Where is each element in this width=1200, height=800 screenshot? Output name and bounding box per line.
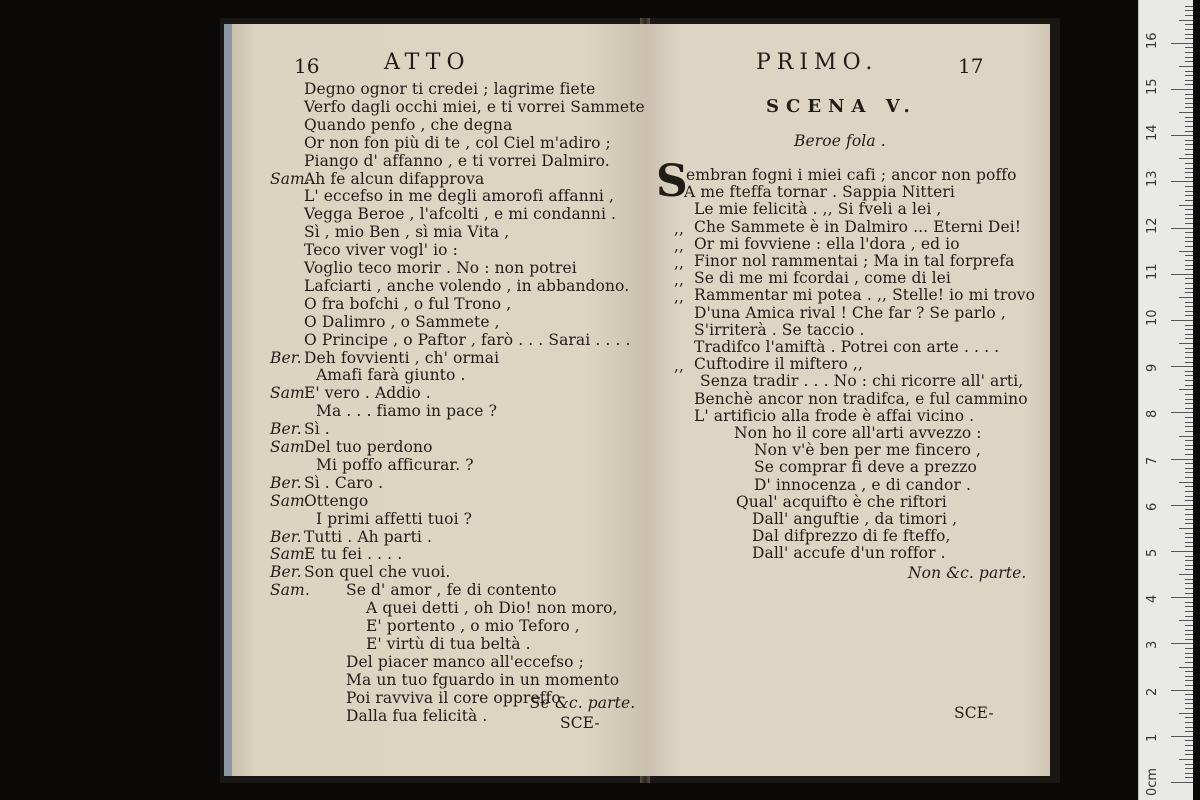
verse-line: Del tuo perdono <box>304 438 433 456</box>
ruler-tick <box>1185 648 1193 649</box>
ruler-number: 4 <box>1145 594 1160 604</box>
ruler-tick <box>1185 269 1193 270</box>
ruler-tick <box>1185 509 1193 510</box>
ruler-tick <box>1185 371 1193 372</box>
ruler-tick <box>1185 537 1193 538</box>
ruler-tick <box>1185 445 1193 446</box>
ruler-number: 11 <box>1145 263 1160 280</box>
verse-line: Non ho il core all'arti avvezzo : <box>734 424 982 442</box>
ruler-tick <box>1185 394 1193 395</box>
ruler-tick <box>1185 625 1193 626</box>
verse-line: Qual' acquifto è che riftori <box>736 492 947 511</box>
ruler-tick <box>1185 126 1193 127</box>
verse-line: Piango d' affanno , e ti vorrei Dalmiro. <box>304 151 610 170</box>
verse-line: S'irriterà . Se taccio . <box>694 320 865 339</box>
verse-line: E' portento , o mio Teforo , <box>366 617 580 635</box>
verse-line: Rammentar mi potea . ,, Stelle! io mi trovo <box>694 286 1036 305</box>
ruler-tick <box>1179 20 1193 21</box>
speaker-label: Ber. <box>270 563 302 582</box>
ruler-tick <box>1185 237 1193 238</box>
ruler-tick <box>1185 699 1193 700</box>
ruler-tick <box>1185 172 1193 173</box>
ruler-tick <box>1185 278 1193 279</box>
quote-mark: ,, <box>674 236 685 255</box>
speaker-label: Sam. <box>270 581 310 600</box>
measurement-ruler <box>1138 0 1193 800</box>
verse-line: Che Sammete è in Dalmiro ... Eterni Dei! <box>694 217 1022 236</box>
ruler-number: 2 <box>1145 687 1160 696</box>
verse-line: Verfo dagli occhi miei, e ti vorrei Sammete <box>304 97 645 116</box>
ruler-tick <box>1179 389 1193 390</box>
verse-line: Ah fe alcun difapprova <box>304 169 485 188</box>
verse-line: Vegga Beroe , l'afcolti , e mi condanni . <box>304 205 617 224</box>
ruler-tick <box>1185 362 1193 363</box>
ruler-tick <box>1179 759 1193 760</box>
verse-line: A quei detti , oh Dio! non moro, <box>366 599 618 618</box>
ruler-tick <box>1185 84 1193 85</box>
ruler-tick <box>1185 399 1193 400</box>
ruler-number: 6 <box>1145 502 1160 511</box>
ruler-tick <box>1171 551 1193 552</box>
ruler-tick <box>1185 265 1193 266</box>
ruler-tick <box>1185 306 1193 307</box>
verse-line: L' eccefso in me degli amorofi affanni , <box>304 187 615 206</box>
verse-line: Cuftodire il miftero ,, <box>694 355 863 374</box>
ruler-tick <box>1185 223 1193 224</box>
ruler-tick <box>1185 560 1193 561</box>
speaker-label: Sam. <box>270 438 310 456</box>
scene-subtitle: Beroe fola . <box>794 132 886 150</box>
verse-line: Tradifco l'amiftà . Potrei con arte . . . . <box>694 338 1000 356</box>
verse-line: Ma . . . fiamo in pace ? <box>316 402 498 421</box>
quote-mark: ,, <box>674 254 685 272</box>
ruler-tick <box>1179 436 1193 437</box>
ruler-tick <box>1185 302 1193 303</box>
speaker-label: Ber. <box>270 527 302 546</box>
verse-line: Ma un tuo fguardo in un momento <box>346 670 620 689</box>
ruler-tick <box>1171 643 1193 644</box>
ruler-tick <box>1185 440 1193 441</box>
ruler-tick <box>1185 177 1193 178</box>
speaker-label: Sam. <box>270 384 310 403</box>
ruler-tick <box>1185 195 1193 196</box>
ruler-tick <box>1185 246 1193 247</box>
ruler-tick <box>1185 408 1193 409</box>
ruler-tick <box>1185 103 1193 104</box>
ruler-tick <box>1179 482 1193 483</box>
ruler-tick <box>1185 680 1193 681</box>
ruler-tick <box>1185 154 1193 155</box>
ruler-tick <box>1185 80 1193 81</box>
open-book <box>220 18 1060 783</box>
ruler-tick <box>1185 764 1193 765</box>
ruler-tick <box>1179 205 1193 206</box>
ruler-tick <box>1185 6 1193 7</box>
verse-line: E' virtù di tua beltà . <box>366 634 531 653</box>
left-catchword: SCE- <box>560 714 600 732</box>
verse-line: Sì , mio Ben , sì mia Vita , <box>304 223 510 242</box>
ruler-tick <box>1185 10 1193 11</box>
right-catchword: SCE- <box>954 704 994 722</box>
ruler-tick <box>1185 606 1193 607</box>
verse-line: O Dalimro , o Sammete , <box>304 312 500 331</box>
ruler-tick <box>1185 334 1193 335</box>
speaker-label: Ber. <box>270 420 302 439</box>
ruler-tick <box>1179 574 1193 575</box>
ruler-tick <box>1185 523 1193 524</box>
verse-line: Sì . Caro . <box>304 473 384 492</box>
ruler-tick <box>1185 634 1193 635</box>
right-exit-note: Non &c. parte. <box>908 564 1027 582</box>
ruler-tick <box>1185 616 1193 617</box>
verse-line: Finor nol rammentai ; Ma in tal forprefa <box>694 252 1015 270</box>
ruler-tick <box>1185 717 1193 718</box>
ruler-tick <box>1185 491 1193 492</box>
verse-line: A me fteffa tornar . Sappia Nitteri <box>684 183 955 202</box>
ruler-tick <box>1185 34 1193 35</box>
ruler-tick <box>1185 546 1193 547</box>
ruler-tick <box>1185 496 1193 497</box>
speaker-label: Ber. <box>270 473 302 492</box>
left-page-number: 16 <box>294 54 320 78</box>
ruler-tick <box>1171 228 1193 229</box>
verse-line: Mi poffo afficurar. ? <box>316 455 474 474</box>
ruler-tick <box>1171 782 1193 783</box>
quote-mark: ,, <box>674 357 685 376</box>
ruler-tick <box>1185 131 1193 132</box>
verse-line: Dall' accufe d'un roffor . <box>752 544 946 563</box>
right-page <box>646 24 1050 776</box>
ruler-tick <box>1185 740 1193 741</box>
verse-line: Deh fovvienti , ch' ormai <box>304 348 500 367</box>
drop-cap: S <box>656 156 688 207</box>
speaker-label: Sam. <box>270 545 310 564</box>
verse-line: Sì . <box>304 420 330 439</box>
verse-line: I primi affetti tuoi ? <box>316 509 473 528</box>
verse-line: O fra bofchi , o ful Trono , <box>304 294 512 313</box>
verse-line: D'una Amica rival ! Che far ? Se parlo , <box>694 303 1006 322</box>
ruler-tick <box>1185 315 1193 316</box>
verse-line: Voglio teco morir . No : non potrei <box>304 259 577 277</box>
ruler-tick <box>1185 745 1193 746</box>
verse-line: Del piacer manco all'eccefso ; <box>346 652 584 671</box>
ruler-tick <box>1185 140 1193 141</box>
ruler-tick <box>1185 777 1193 778</box>
ruler-tick <box>1185 352 1193 353</box>
ruler-tick <box>1185 52 1193 53</box>
ruler-tick <box>1171 505 1193 506</box>
ruler-tick <box>1185 338 1193 339</box>
ruler-tick <box>1171 597 1193 598</box>
ruler-tick <box>1185 380 1193 381</box>
ruler-tick <box>1179 343 1193 344</box>
ruler-tick <box>1179 620 1193 621</box>
ruler-tick <box>1171 412 1193 413</box>
ruler-tick <box>1185 15 1193 16</box>
ruler-tick <box>1185 500 1193 501</box>
ruler-tick <box>1185 232 1193 233</box>
ruler-number: 12 <box>1145 217 1160 234</box>
ruler-tick <box>1185 422 1193 423</box>
ruler-tick <box>1179 297 1193 298</box>
quote-mark: ,, <box>674 271 685 290</box>
ruler-tick <box>1171 43 1193 44</box>
ruler-tick <box>1171 459 1193 460</box>
ruler-tick <box>1185 29 1193 30</box>
ruler-tick <box>1185 292 1193 293</box>
ruler-tick <box>1185 348 1193 349</box>
ruler-tick <box>1185 685 1193 686</box>
ruler-tick <box>1179 158 1193 159</box>
ruler-number: 14 <box>1145 124 1160 142</box>
ruler-tick <box>1185 94 1193 95</box>
ruler-tick <box>1171 274 1193 275</box>
ruler-tick <box>1185 260 1193 261</box>
ruler-number: 16 <box>1145 32 1160 49</box>
ruler-tick <box>1185 569 1193 570</box>
ruler-tick <box>1185 565 1193 566</box>
ruler-tick <box>1185 773 1193 774</box>
speaker-label: Sam. <box>270 169 310 188</box>
verse-line: Se d' amor , fe di contento <box>346 581 557 600</box>
ruler-number: 1 <box>1145 733 1160 742</box>
ruler-tick <box>1185 722 1193 723</box>
ruler-tick <box>1185 431 1193 432</box>
ruler-tick <box>1185 449 1193 450</box>
verse-line: D' innocenza , e di candor . <box>754 475 972 494</box>
ruler-tick <box>1179 251 1193 252</box>
ruler-number: 7 <box>1145 456 1160 465</box>
ruler-tick <box>1185 454 1193 455</box>
ruler-tick <box>1185 168 1193 169</box>
ruler-number: 10 <box>1145 309 1160 326</box>
ruler-number: 0cm <box>1145 767 1160 796</box>
verse-line: L' artificio alla frode è affai vicino . <box>694 406 975 425</box>
ruler-tick <box>1185 588 1193 589</box>
ruler-number: 15 <box>1145 78 1160 95</box>
ruler-tick <box>1185 200 1193 201</box>
ruler-tick <box>1185 241 1193 242</box>
verse-line: Dall' anguftie , da timori , <box>752 510 958 528</box>
verse-line: Degno ognor ti credei ; lagrime fiete <box>304 80 596 98</box>
ruler-tick <box>1185 426 1193 427</box>
ruler-tick <box>1185 542 1193 543</box>
ruler-number: 13 <box>1145 170 1160 188</box>
ruler-tick <box>1185 75 1193 76</box>
ruler-tick <box>1179 667 1193 668</box>
verse-line: Senza tradir . . . No : chi ricorre all' arti, <box>700 372 1024 391</box>
speaker-label: Sam. <box>270 491 310 510</box>
ruler-tick <box>1185 98 1193 99</box>
verse-line: Ottengo <box>304 491 369 510</box>
ruler-tick <box>1185 325 1193 326</box>
ruler-tick <box>1185 579 1193 580</box>
ruler-tick <box>1185 186 1193 187</box>
ruler-tick <box>1185 357 1193 358</box>
ruler-tick <box>1185 61 1193 62</box>
ruler-tick <box>1185 38 1193 39</box>
ruler-tick <box>1185 657 1193 658</box>
verse-line: Teco viver vogl' io : <box>304 241 458 260</box>
ruler-tick <box>1185 283 1193 284</box>
ruler-tick <box>1185 209 1193 210</box>
ruler-tick <box>1185 403 1193 404</box>
ruler-tick <box>1185 708 1193 709</box>
right-page-number: 17 <box>958 54 984 78</box>
verse-line: Benchè ancor non tradifca, e ful cammino <box>694 389 1028 408</box>
verse-line: Son quel che vuoi. <box>304 563 451 582</box>
verse-line: Tutti . Ah parti . <box>304 527 433 546</box>
verse-line: Amafi farà giunto . <box>316 366 466 385</box>
ruler-tick <box>1185 472 1193 473</box>
left-exit-note: Se &c. parte. <box>530 694 636 712</box>
ruler-tick <box>1185 24 1193 25</box>
ruler-tick <box>1185 468 1193 469</box>
ruler-tick <box>1185 602 1193 603</box>
ruler-number: 5 <box>1145 548 1160 557</box>
ruler-tick <box>1185 121 1193 122</box>
verse-line: Le mie felicità . ,, Si fveli a lei , <box>694 200 942 219</box>
verse-line: Non v'è ben per me fincero , <box>754 441 982 460</box>
ruler-tick <box>1171 135 1193 136</box>
verse-line: Se comprar fi deve a prezzo <box>754 458 977 477</box>
ruler-tick <box>1185 519 1193 520</box>
quote-mark: ,, <box>674 288 685 307</box>
ruler-tick <box>1185 583 1193 584</box>
ruler-tick <box>1185 750 1193 751</box>
ruler-tick <box>1185 611 1193 612</box>
ruler-tick <box>1185 653 1193 654</box>
ruler-tick <box>1185 727 1193 728</box>
verse-line: Dalla fua felicità . <box>346 706 488 725</box>
ruler-tick <box>1185 288 1193 289</box>
ruler-tick <box>1185 768 1193 769</box>
ruler-tick <box>1171 690 1193 691</box>
ruler-number: 9 <box>1145 363 1160 373</box>
verse-line: O Principe , o Paftor , farò . . . Sarai . . . . <box>304 330 631 349</box>
ruler-tick <box>1185 514 1193 515</box>
ruler-tick <box>1185 311 1193 312</box>
verse-line: Or mi fovviene : ella l'dora , ed io <box>694 234 960 253</box>
ruler-tick <box>1185 486 1193 487</box>
ruler-tick <box>1185 117 1193 118</box>
ruler-number: 8 <box>1145 410 1160 419</box>
ruler-tick <box>1185 47 1193 48</box>
ruler-tick <box>1185 593 1193 594</box>
ruler-tick <box>1171 89 1193 90</box>
ruler-tick <box>1185 639 1193 640</box>
ruler-tick <box>1179 713 1193 714</box>
verse-line: Or non fon più di te , col Ciel m'adiro ; <box>304 133 611 152</box>
ruler-tick <box>1185 671 1193 672</box>
ruler-tick <box>1185 107 1193 108</box>
ruler-tick <box>1185 385 1193 386</box>
quote-mark: ,, <box>674 219 685 238</box>
verse-line: E tu fei . . . . <box>304 545 403 564</box>
verse-line: Lafciarti , anche volendo , in abbandono. <box>304 276 630 295</box>
ruler-tick <box>1185 556 1193 557</box>
right-page-header: PRIMO. <box>756 50 879 75</box>
ruler-tick <box>1185 694 1193 695</box>
ruler-tick <box>1185 533 1193 534</box>
ruler-tick <box>1171 181 1193 182</box>
verse-line: Poi ravviva il core oppreffo <box>346 688 561 707</box>
ruler-tick <box>1185 214 1193 215</box>
ruler-tick <box>1179 112 1193 113</box>
ruler-tick <box>1171 320 1193 321</box>
ruler-tick <box>1185 144 1193 145</box>
ruler-tick <box>1185 375 1193 376</box>
left-page-header: ATTO <box>384 50 471 75</box>
ruler-tick <box>1185 57 1193 58</box>
verse-line: embran fogni i miei cafi ; ancor non poffo <box>686 166 1017 184</box>
ruler-tick <box>1185 676 1193 677</box>
ruler-tick <box>1185 255 1193 256</box>
ruler-tick <box>1171 736 1193 737</box>
ruler-number: 3 <box>1145 641 1160 650</box>
ruler-tick <box>1179 528 1193 529</box>
ruler-tick <box>1185 630 1193 631</box>
scene-title: SCENA V. <box>766 96 917 117</box>
ruler-tick <box>1185 731 1193 732</box>
ruler-tick <box>1171 366 1193 367</box>
ruler-tick <box>1185 417 1193 418</box>
ruler-tick <box>1185 149 1193 150</box>
verse-line: Quando penfo , che degna <box>304 115 513 134</box>
ruler-tick <box>1185 477 1193 478</box>
ruler-tick <box>1185 703 1193 704</box>
ruler-tick <box>1185 71 1193 72</box>
verse-line: Dal difprezzo di fe fteffo, <box>752 527 951 546</box>
left-page <box>224 24 650 776</box>
ruler-tick <box>1179 66 1193 67</box>
ruler-tick <box>1185 329 1193 330</box>
ruler-tick <box>1185 218 1193 219</box>
ruler-tick <box>1185 191 1193 192</box>
ruler-tick <box>1185 754 1193 755</box>
ruler-tick <box>1185 163 1193 164</box>
verse-line: Se di me mi fcordai , come di lei <box>694 269 951 288</box>
ruler-tick <box>1185 463 1193 464</box>
verse-line: E' vero . Addio . <box>304 384 431 403</box>
ruler-tick <box>1185 662 1193 663</box>
speaker-label: Ber. <box>270 348 302 367</box>
